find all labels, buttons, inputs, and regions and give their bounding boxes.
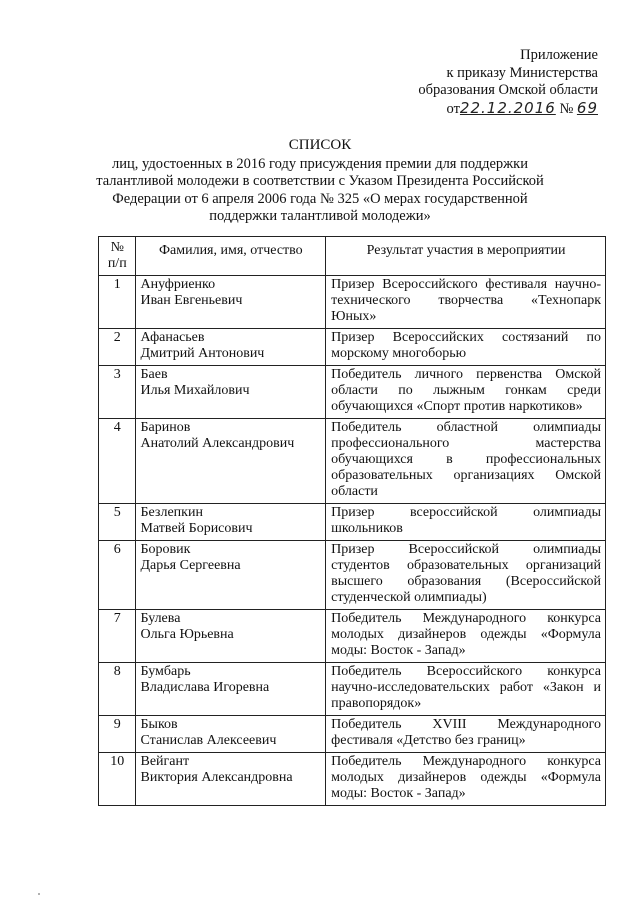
header-date-line [418,100,598,119]
row-number: 4 [99,419,136,504]
row-number: 10 [99,753,136,806]
row-result: Призер всероссийской олимпиады школьников [326,504,606,541]
header-num-pp: п/п [107,256,127,271]
header-order-ref: к приказу Министерства [446,64,598,81]
row-result: Победитель Международного конкурса молодых дизайнеров одежды «Формула моды: Восток - Запад» [326,610,606,663]
row-name [135,504,326,541]
header-name: Фамилия, имя, отчество [135,237,326,276]
document-header [418,47,598,118]
row-number: 5 [99,504,136,541]
row-result: Победитель Всероссийского конкурса научно-исследовательских работ «Закон и правопорядок» [326,663,606,716]
row-name [135,716,326,753]
row-surname: Булева [140,611,181,626]
row-name [135,276,326,329]
row-name [135,419,326,504]
header-num [99,237,136,276]
row-result: Победитель XVIII Международного фестиваля «Детство без границ» [326,716,606,753]
table-body [99,276,606,806]
row-number: 2 [99,329,136,366]
row-result: Победитель областной олимпиады профессионального мастерства обучающихся в профессиональных образовательных организациях Омской области [326,419,606,504]
date-prefix: от [446,100,460,117]
row-number: 1 [99,276,136,329]
row-number: 6 [99,541,136,610]
header-result: Результат участия в мероприятии [326,237,606,276]
title-line-3: Федерации от 6 апреля 2006 года № 325 «О мерах государственной [112,190,528,207]
row-given-name: Станислав Алексеевич [140,733,277,748]
row-surname: Безлепкин [140,505,203,520]
number-sign: № [559,100,574,117]
table-row [99,366,606,419]
handwritten-number: 69 [576,98,598,117]
row-name [135,610,326,663]
row-given-name: Илья Михайлович [140,383,250,398]
table-row [99,610,606,663]
row-surname: Баринов [140,420,191,435]
laureates-table [98,236,606,806]
table-header-row [99,237,606,276]
row-surname: Боровик [140,542,191,557]
table-row [99,504,606,541]
row-name [135,663,326,716]
table-row [99,716,606,753]
row-result: Призер Всероссийского фестиваля научно-технического творчества «Технопарк Юных» [326,276,606,329]
row-name [135,541,326,610]
table-row [99,419,606,504]
header-num-sign: № [110,240,124,255]
row-number: 7 [99,610,136,663]
row-result: Призер Всероссийских состязаний по морскому многоборью [326,329,606,366]
row-given-name: Ольга Юрьевна [140,627,234,642]
row-surname: Баев [140,367,168,382]
table-row [99,329,606,366]
table-row [99,541,606,610]
table-row [99,276,606,329]
row-surname: Афанасьев [140,330,205,345]
table-row [99,663,606,716]
row-given-name: Дарья Сергеевна [140,558,241,573]
row-given-name: Матвей Борисович [140,521,253,536]
handwritten-date: 22.12.2016 [459,98,556,117]
list-heading: СПИСОК [288,137,352,153]
row-result: Призер Всероссийской олимпиады студентов образовательных организаций высшего образования (Всероссийской студенческой олимпиады) [326,541,606,610]
row-given-name: Анатолий Александрович [140,436,295,451]
row-surname: Вейгант [140,754,190,769]
row-result: Победитель личного первенства Омской области по лыжным гонкам среди обучающихся «Спорт против наркотиков» [326,366,606,419]
row-surname: Быков [140,717,178,732]
row-given-name: Дмитрий Антонович [140,346,265,361]
row-number: 9 [99,716,136,753]
title-line-4: поддержки талантливой молодежи» [209,208,431,224]
scan-speck [38,893,40,895]
list-title-block [90,137,550,226]
header-appendix: Приложение [520,47,598,63]
row-surname: Ануфриенко [140,277,216,292]
row-name [135,366,326,419]
row-number: 8 [99,663,136,716]
header-ministry: образования Омской области [418,82,598,98]
row-name [135,329,326,366]
row-given-name: Виктория Александровна [140,770,293,785]
row-result: Победитель Международного конкурса молодых дизайнеров одежды «Формула моды: Восток - Запад» [326,753,606,806]
title-line-2: талантливой молодежи в соответствии с Указом Президента Российской [96,173,544,189]
title-line-1: лиц, удостоенных в 2016 году присуждения премии для поддержки [112,155,528,172]
table-row [99,753,606,806]
row-given-name: Иван Евгеньевич [140,293,243,308]
row-number: 3 [99,366,136,419]
row-given-name: Владислава Игоревна [140,680,270,695]
row-name [135,753,326,806]
row-surname: Бумбарь [140,664,191,679]
